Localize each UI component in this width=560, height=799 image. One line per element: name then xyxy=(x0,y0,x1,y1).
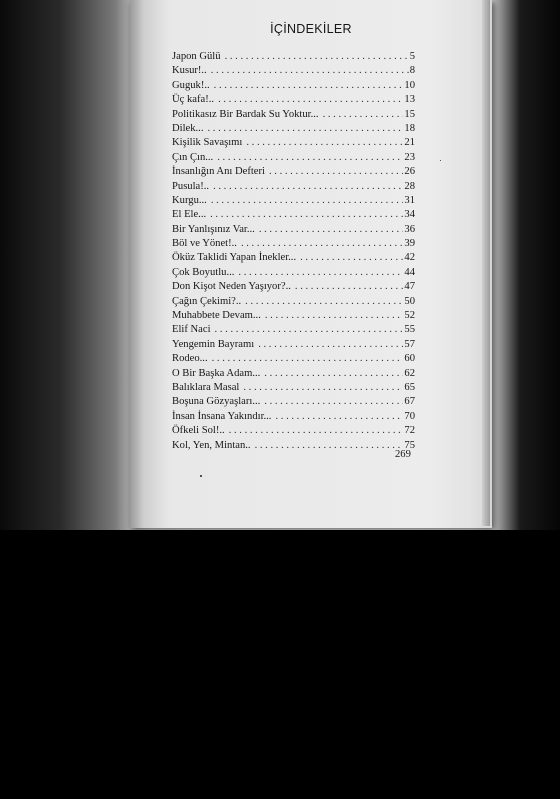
toc-entry-page: 42 xyxy=(404,252,415,264)
dot-leader xyxy=(241,238,403,249)
toc-entry-page: 72 xyxy=(404,425,415,437)
toc-entry xyxy=(172,339,415,353)
toc-entry-title: Kol, Yen, Mintan.. xyxy=(172,439,251,451)
page-number: 269 xyxy=(395,449,411,460)
toc-entry-page: 15 xyxy=(404,108,415,120)
toc-entry-page: 55 xyxy=(404,324,415,336)
toc-entry xyxy=(172,252,415,266)
dot-leader xyxy=(215,324,404,335)
dot-leader xyxy=(264,396,403,407)
toc-entry-title: Böl ve Yönet!.. xyxy=(172,238,237,250)
toc-entry-title: Dilek... xyxy=(172,122,204,134)
toc-entry-page: 65 xyxy=(404,381,415,393)
dot-leader xyxy=(225,51,409,62)
toc-entry-title: Kusur!.. xyxy=(172,65,207,77)
toc-entry-page: 18 xyxy=(404,122,415,134)
dot-leader xyxy=(295,281,404,292)
toc-entry xyxy=(172,166,415,180)
toc-entry xyxy=(172,209,415,223)
toc-entry-page: 36 xyxy=(404,223,415,235)
toc-entry-page: 10 xyxy=(404,79,415,91)
toc-entry xyxy=(172,353,415,367)
dot-leader xyxy=(243,382,403,393)
toc-entry xyxy=(172,281,415,295)
dot-leader xyxy=(212,353,404,364)
page-edge xyxy=(482,0,490,526)
toc-entry-page: 34 xyxy=(404,209,415,221)
toc-entry-page: 26 xyxy=(404,166,415,178)
dot-leader xyxy=(264,368,403,379)
toc-entry xyxy=(172,368,415,382)
toc-entry-title: Yengemin Bayramı xyxy=(172,338,255,350)
toc-entry xyxy=(172,152,415,166)
toc-entry xyxy=(172,382,415,396)
toc-entry-page: 23 xyxy=(404,151,415,163)
toc-entry-title: Çın Çın... xyxy=(172,151,214,163)
dot-leader xyxy=(214,80,404,91)
dot-leader xyxy=(275,411,403,422)
toc-entry xyxy=(172,181,415,195)
toc-entry-title: Politikasız Bir Bardak Su Yoktur... xyxy=(172,108,319,120)
toc-entry-page: 50 xyxy=(404,295,415,307)
toc-entry-title: O Bir Başka Adam... xyxy=(172,367,261,379)
toc-entry-title: Balıklara Masal xyxy=(172,381,240,393)
dot-leader xyxy=(300,252,403,263)
toc-entry xyxy=(172,411,415,425)
toc-entry-title: Rodeo... xyxy=(172,353,208,365)
page-title: İÇİNDEKİLER xyxy=(270,22,352,36)
toc-entry xyxy=(172,425,415,439)
toc-entry-page: 67 xyxy=(404,396,415,408)
toc-entry-title: El Ele... xyxy=(172,209,207,221)
toc-entry-page: 31 xyxy=(404,194,415,206)
toc-entry xyxy=(172,195,415,209)
toc-entry xyxy=(172,440,415,454)
toc-entry xyxy=(172,51,415,65)
toc-entry-title: Pusula!.. xyxy=(172,180,210,192)
dot-leader xyxy=(210,209,403,220)
dot-leader xyxy=(245,296,403,307)
dot-leader xyxy=(269,166,403,177)
toc-entry-page: 52 xyxy=(404,310,415,322)
toc-entry-page: 47 xyxy=(404,281,415,293)
toc-entry-page: 62 xyxy=(404,367,415,379)
toc-entry xyxy=(172,65,415,79)
toc-entry xyxy=(172,94,415,108)
toc-entry-title: Çağın Çekimi?.. xyxy=(172,295,242,307)
toc-entry-title: Don Kişot Neden Yaşıyor?.. xyxy=(172,281,291,293)
dot-leader xyxy=(323,109,404,120)
toc-entry-title: Elif Naci xyxy=(172,324,211,336)
dot-leader xyxy=(211,65,409,76)
toc-entry-title: Kurgu... xyxy=(172,194,207,206)
toc-entry-page: 60 xyxy=(404,353,415,365)
toc-entry xyxy=(172,267,415,281)
dot-leader xyxy=(229,425,404,436)
dot-leader xyxy=(265,310,404,321)
toc-entry xyxy=(172,310,415,324)
toc-entry xyxy=(172,396,415,410)
toc-entry-title: Kişilik Savaşımı xyxy=(172,137,243,149)
scan-speck xyxy=(200,475,202,477)
dot-leader xyxy=(255,440,404,451)
dot-leader xyxy=(207,123,403,134)
dot-leader xyxy=(258,339,403,350)
toc-entry-title: Üç kafa!.. xyxy=(172,94,215,106)
toc-entry-title: Öfkeli Sol!.. xyxy=(172,425,225,437)
toc-entry-title: Guguk!.. xyxy=(172,79,210,91)
dot-leader xyxy=(246,137,403,148)
toc-entry-title: İnsanlığın Anı Defteri xyxy=(172,166,265,178)
toc-entry-page: 5 xyxy=(409,51,415,62)
dot-leader xyxy=(211,195,404,206)
dot-leader xyxy=(218,94,403,105)
toc-entry-title: Öküz Taklidi Yapan İnekler... xyxy=(172,252,297,264)
toc-entry-page: 39 xyxy=(404,238,415,250)
table-of-contents xyxy=(172,51,415,454)
toc-entry-page: 75 xyxy=(404,439,415,451)
toc-entry xyxy=(172,123,415,137)
toc-entry xyxy=(172,324,415,338)
scan-speck xyxy=(440,160,441,161)
toc-entry-title: İnsan İnsana Yakındır... xyxy=(172,410,272,422)
toc-entry-title: Boşuna Gözyaşları... xyxy=(172,396,261,408)
toc-entry-page: 8 xyxy=(409,65,415,77)
toc-entry-page: 13 xyxy=(404,94,415,106)
toc-entry-page: 28 xyxy=(404,180,415,192)
toc-entry-title: Muhabbete Devam... xyxy=(172,310,261,322)
toc-entry xyxy=(172,137,415,151)
dot-leader xyxy=(217,152,403,163)
dot-leader xyxy=(213,181,403,192)
toc-entry-title: Çok Boyutlu... xyxy=(172,266,235,278)
dot-leader xyxy=(259,224,404,235)
toc-entry xyxy=(172,296,415,310)
toc-entry xyxy=(172,224,415,238)
toc-entry xyxy=(172,109,415,123)
toc-entry xyxy=(172,80,415,94)
dot-leader xyxy=(238,267,403,278)
toc-entry-title: Japon Gülü xyxy=(172,51,221,62)
toc-entry-page: 21 xyxy=(404,137,415,149)
toc-entry xyxy=(172,238,415,252)
toc-entry-page: 57 xyxy=(404,338,415,350)
toc-entry-page: 70 xyxy=(404,410,415,422)
toc-entry-page: 44 xyxy=(404,266,415,278)
toc-entry-title: Bir Yanlışınız Var... xyxy=(172,223,255,235)
